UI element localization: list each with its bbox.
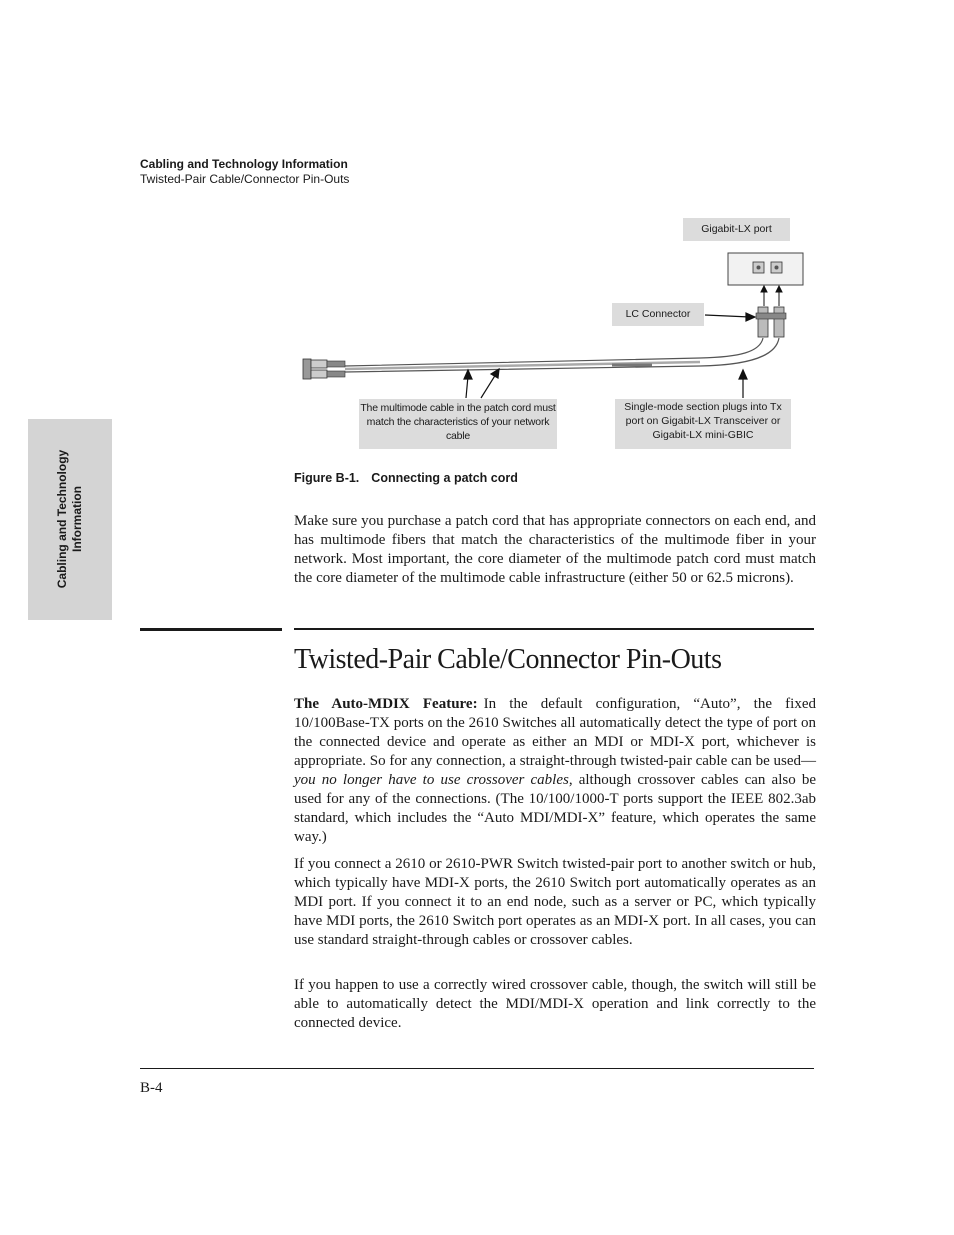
figure-caption-number: Figure B-1.	[294, 471, 360, 485]
running-header-subtitle: Twisted-Pair Cable/Connector Pin-Outs	[140, 172, 350, 186]
figure-caption-text: Connecting a patch cord	[371, 471, 518, 485]
body-paragraph-crossover: If you happen to use a correctly wired crossover cable, though, the switch will still be able to automatically detect the MDI/MDI-X operation and link correctly to the connected device.	[294, 977, 816, 1031]
auto-mdix-lead: The Auto-MDIX Feature:	[294, 696, 478, 712]
body-paragraph-auto-mdix	[294, 695, 816, 847]
lc-connector-label: LC Connector	[612, 303, 704, 326]
patch-cord-diagram	[290, 240, 820, 410]
body-paragraph-patch-cord: Make sure you purchase a patch cord that has appropriate connectors on each end, and has multimode fibers that match the characteristics of the multimode fiber in your network. Most important, the core diameter of the multimode patch cord must match the core diameter of the multimode cable infrastructure (either 50 or 62.5 microns).	[294, 513, 816, 586]
auto-mdix-text-b: , although crossover cables can also be used for any of the connections. (The 10/100/1000-T ports support the IEEE 802.3ab standard, which includes the “Auto MDI/MDI-X” feature, which operates the same way.)	[294, 772, 816, 845]
gigabit-port-illustration	[728, 253, 803, 285]
singlemode-note: Single-mode section plugs into Tx port on Gigabit-LX Transceiver or Gigabit-LX mini-GBIC	[615, 399, 791, 449]
body-paragraph-connection: If you connect a 2610 or 2610-PWR Switch twisted-pair port to another switch or hub, which typically have MDI-X ports, the 2610 Switch port automatically operates as an MDI port. If you connect it to an end node, such as a server or PC, which typically have MDI ports, the 2610 Switch port operates as an MDI-X port. In all cases, you can use standard straight-through cables or crossover cables.	[294, 856, 816, 948]
page-number: B-4	[140, 1080, 163, 1096]
fiber-cable	[345, 338, 779, 372]
lc-connector-arrow	[705, 313, 755, 321]
section-rule-right	[294, 628, 814, 630]
figure-caption	[294, 471, 518, 485]
gigabit-port-label: Gigabit-LX port	[683, 218, 790, 241]
side-tab	[28, 419, 112, 620]
port-arrows	[761, 286, 782, 306]
lc-connector-left	[303, 359, 345, 379]
auto-mdix-text-a: In the default configuration, “Auto”, the fixed 10/100Base-TX ports on the 2610 Switches all automatically detect the type of port on the connected device and operate as either an MDI or MDI-X port, whichever is appropriate. So for any connection, a straight-through twisted-pair cable can be used—	[294, 696, 816, 769]
side-tab-label: Cabling and Technology Information	[55, 449, 84, 589]
singlemode-arrow	[739, 370, 747, 398]
auto-mdix-emphasis: you no longer have to use crossover cables	[294, 772, 569, 788]
lc-connector-right	[756, 307, 786, 337]
section-rule-left	[140, 628, 282, 631]
running-header-title: Cabling and Technology Information	[140, 157, 348, 171]
multimode-arrows	[464, 369, 499, 398]
section-title: Twisted-Pair Cable/Connector Pin-Outs	[294, 644, 722, 675]
footer-rule	[140, 1068, 814, 1069]
multimode-note: The multimode cable in the patch cord must match the characteristics of your network cable	[359, 399, 557, 449]
